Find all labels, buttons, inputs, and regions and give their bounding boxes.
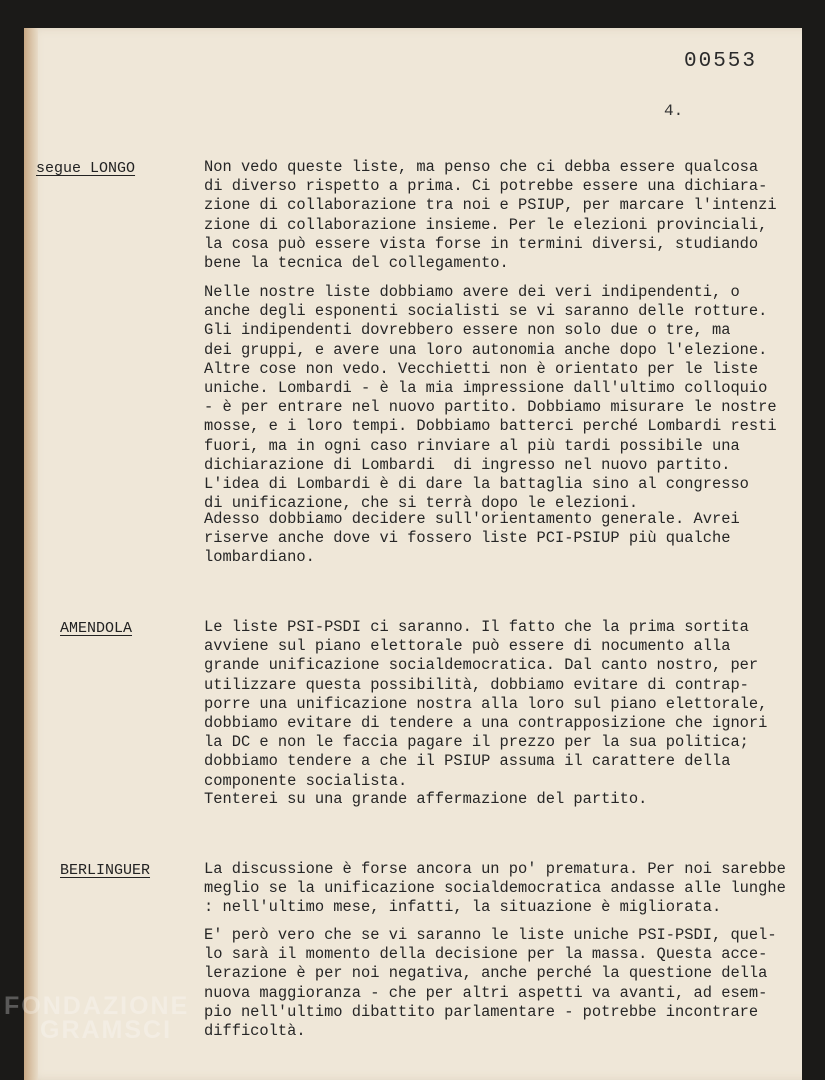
paragraph-2: Nelle nostre liste dobbiamo avere dei veri indipendenti, o anche degli esponenti socialisti se vi saranno delle rotture. Gli indipendenti dovrebbero essere non solo due o tre, ma dei gruppi, e avere una loro autonomia anche dopo l'elezione. Altre cose non vedo. Vecchietti non è orientato per le liste uniche. Lombardi - è la mia impressione dall'ultimo colloquio - è per entrare nel nuovo partito. Dobbiamo misurare le nostre mosse, e i loro tempi. Dobbiamo batterci perché Lombardi resti fuori, ma in ogni caso rinviare al più tardi possibile una dichiarazione di Lombardi di ingresso nel nuovo partito. L'idea di Lombardi è di dare la battaglia sino al congresso di unificazione, che si terrà dopo le elezioni. (204, 283, 777, 513)
paragraph-3: Adesso dobbiamo decidere sull'orientamento generale. Avrei riserve anche dove vi fossero liste PCI-PSIUP più qualche lombardiano. (204, 510, 740, 567)
paragraph-1: Non vedo queste liste, ma penso che ci debba essere qualcosa di diverso rispetto a prima. Ci potrebbe essere una dichiara- zione di collaborazione tra noi e PSIUP, per marcare l'intenzi zione di collaborazione insieme. Per le elezioni provinciali, la cosa può essere vista forse in termini diversi, studiando bene la tecnica del collegamento. (204, 158, 777, 273)
speaker-longo (36, 160, 135, 177)
watermark-logo: FONDAZIONE (4, 992, 190, 1020)
speaker-prefix: segue (36, 160, 91, 177)
page-number: 4. (664, 102, 684, 120)
document-page (24, 28, 802, 1080)
speaker-berlinguer: BERLINGUER (60, 862, 151, 879)
paragraph-6: La discussione è forse ancora un po' prematura. Per noi sarebbe meglio se la unificazione socialdemocratica andasse alle lunghe : nell'ultimo mese, infatti, la situazione è migliorata. (204, 860, 786, 917)
paragraph-5: Tenterei su una grande affermazione del partito. (204, 790, 648, 808)
speaker-longo-name: LONGO (90, 160, 136, 177)
speaker-amendola: AMENDOLA (60, 620, 133, 637)
paragraph-4: Le liste PSI-PSDI ci saranno. Il fatto che la prima sortita avviene sul piano elettorale può essere di nocumento alla grande unificazione socialdemocratica. Dal canto nostro, per utilizzare questa possibilità, dobbiamo evitare di contrap- porre una unificazione nostra alla loro sul piano elettorale, dobbiamo evitare di tendere a una contrapposizione che ignori la DC e non le faccia pagare il prezzo per la sua politica; dobbiamo tendere a che il PSIUP assuma il carattere della componente socialista. (204, 618, 768, 790)
archive-number: 00553 (684, 50, 758, 73)
watermark-logo-line2: GRAMSCI (40, 1016, 173, 1044)
paragraph-7: E' però vero che se vi saranno le liste uniche PSI-PSDI, quel- lo sarà il momento della decisione per la massa. Questa acce- lerazione è per noi negativa, anche perché la questione della nuova maggioranza - che per altri aspetti va avanti, ad esem- pio nell'ultimo dibattito parlamentare - potrebbe incontrare difficoltà. (204, 926, 777, 1041)
page-edge (24, 28, 38, 1080)
